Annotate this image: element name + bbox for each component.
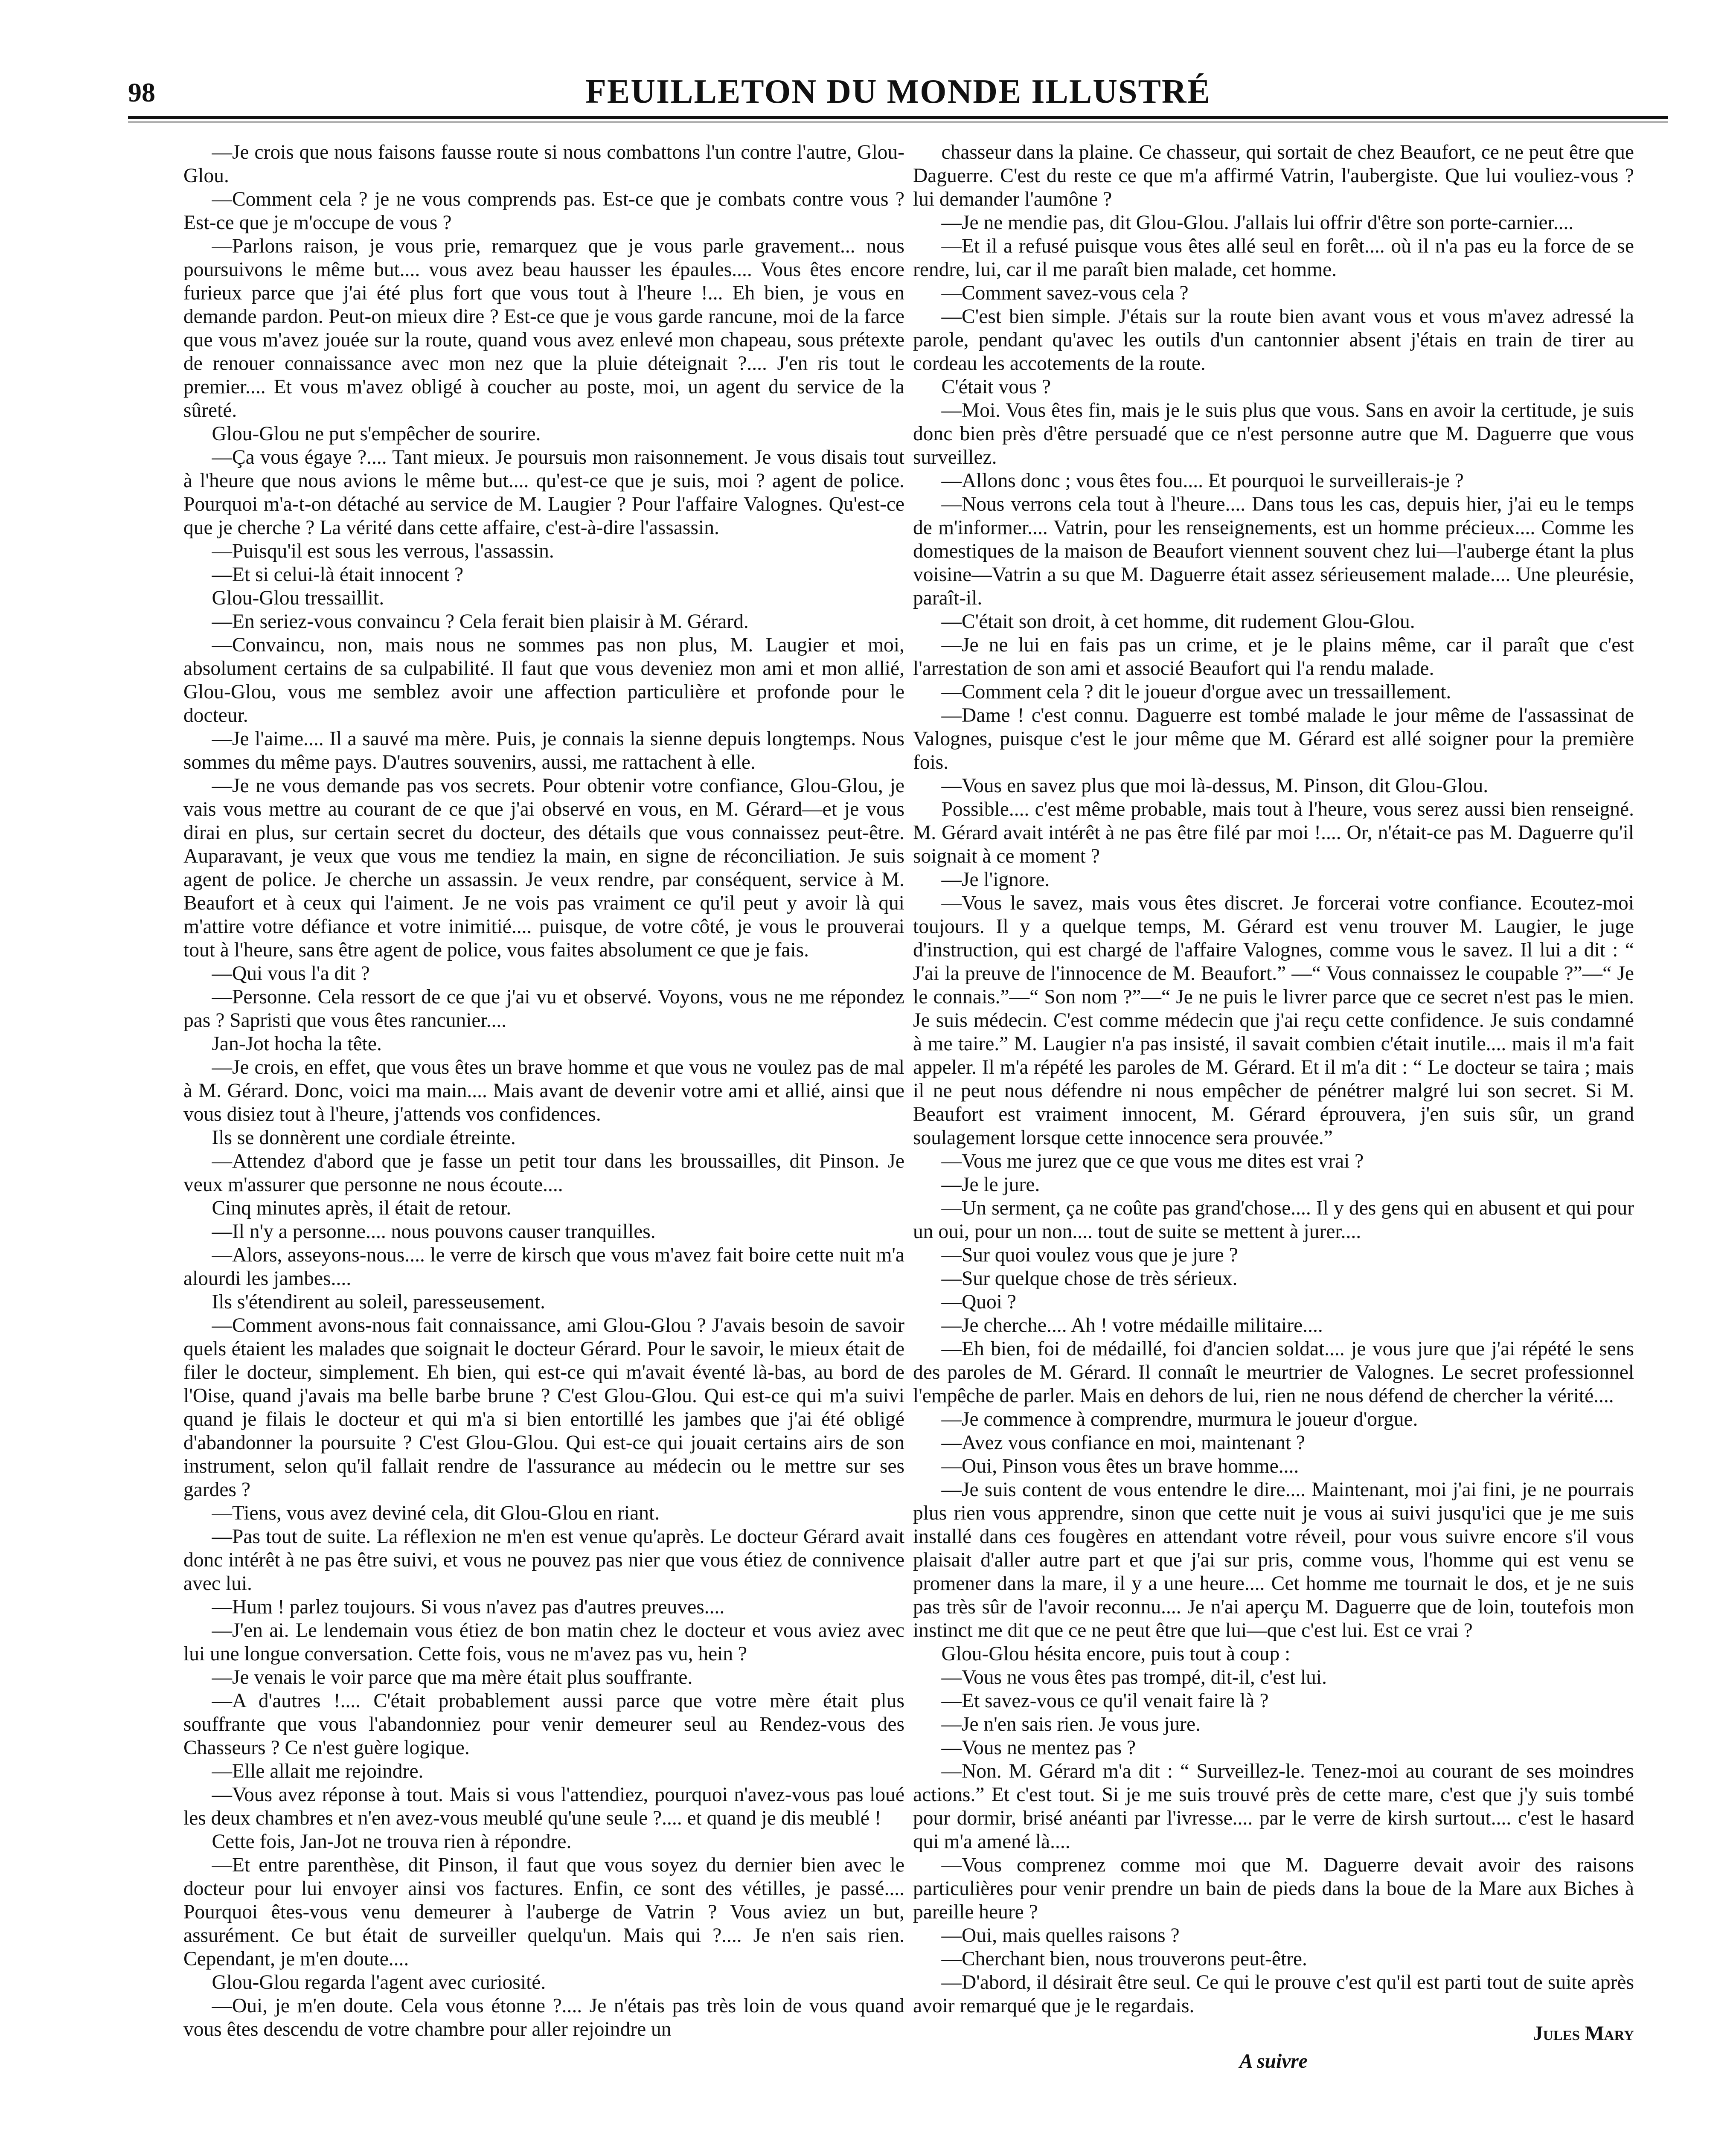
paragraph: —Vous comprenez comme moi que M. Daguerre devait avoir des raisons particulières pour venir prendre un bain de pieds dans la boue de la Mare aux Biches à pareille heure ? xyxy=(913,1854,1634,1923)
paragraph: Cinq minutes après, il était de retour. xyxy=(212,1197,512,1219)
paragraph: Glou-Glou ne put s'empêcher de sourire. xyxy=(212,423,541,445)
paragraph: —J'en ai. Le lendemain vous étiez de bon matin chez le docteur et vous aviez avec lui une longue conversation. Cette fois, vous ne m'avez pas vu, hein ? xyxy=(183,1619,904,1665)
paragraph: —Comment savez-vous cela ? xyxy=(941,282,1189,304)
paragraph: —Avez vous confiance en moi, maintenant ? xyxy=(941,1432,1305,1454)
header-rule-thick xyxy=(128,116,1668,119)
paragraph: —Je ne vous demande pas vos secrets. Pour obtenir votre confiance, Glou-Glou, je vais vous mettre au courant de ce que j'ai observé en vous, en M. Gérard—et je vous dirai en plus, sur certain secret du docteur, des détails que vous connaissez peut-être. Auparavant, je veux que vous me tendiez la main, en signe de réconciliation. Je suis agent de police. Je cherche un assassin. Je veux rendre, par conséquent, service à M. Beaufort et à ceux qui l'aiment. Je ne vois pas vraiment ce qu'il peut y avoir là qui m'attire votre défiance et votre inimitié.... puisque, de votre côté, je vous le prouverai tout à l'heure, sans être agent de police, vous faites absolument ce que je fais. xyxy=(183,775,904,961)
paragraph: —Je ne lui en fais pas un crime, et je le plains même, car il paraît que c'est l'arrestation de son ami et associé Beaufort qui l'a rendu malade. xyxy=(913,634,1634,680)
paragraph: —Vous me jurez que ce que vous me dites est vrai ? xyxy=(941,1150,1364,1172)
paragraph: —Je commence à comprendre, murmura le joueur d'orgue. xyxy=(941,1408,1418,1430)
paragraph: —Nous verrons cela tout à l'heure.... Dans tous les cas, depuis hier, j'ai eu le temps de m'informer.... Vatrin, pour les renseignements, est un homme précieux.... Comme les domestiques de la maison de Beaufort viennent souvent chez lui—l'auberge étant la plus voisine—Vatrin a su que M. Daguerre était assez sérieusement malade.... Une pleurésie, paraît-il. xyxy=(913,493,1634,609)
paragraph: —Je l'ignore. xyxy=(941,869,1050,891)
page-header xyxy=(128,64,1668,124)
paragraph: —Hum ! parlez toujours. Si vous n'avez pas d'autres preuves.... xyxy=(212,1596,725,1618)
paragraph: —Oui, je m'en doute. Cela vous étonne ?.... Je n'étais pas très loin de vous quand vous êtes descendu de votre chambre pour aller rejoindre un xyxy=(183,1995,904,2040)
paragraph: —Je venais le voir parce que ma mère était plus souffrante. xyxy=(212,1666,693,1688)
paragraph: —Personne. Cela ressort de ce que j'ai vu et observé. Voyons, vous ne me répondez pas ? Sapristi que vous êtes rancunier.... xyxy=(183,986,904,1032)
paragraph: —Oui, Pinson vous êtes un brave homme.... xyxy=(941,1455,1299,1477)
paragraph: —Je l'aime.... Il a sauvé ma mère. Puis, je connais la sienne depuis longtemps. Nous sommes du même pays. D'autres souvenirs, aussi, me rattachent à elle. xyxy=(183,728,904,773)
page-number: 98 xyxy=(128,77,155,108)
paragraph: —En seriez-vous convaincu ? Cela ferait bien plaisir à M. Gérard. xyxy=(212,610,749,633)
paragraph: —Elle allait me rejoindre. xyxy=(212,1760,424,1782)
paragraph: —Non. M. Gérard m'a dit : “ Surveillez-le. Tenez-moi au courant de ses moindres actions.” Et c'est tout. Si je me suis trouvé près de cette mare, c'est que j'y suis tombé pour dormir, brisé anéanti par l'ivresse.... par le verre de kirsh surtout.... c'est le hasard qui m'a amené là.... xyxy=(913,1760,1634,1853)
paragraph: Ils se donnèrent une cordiale étreinte. xyxy=(212,1127,516,1149)
paragraph: —Et si celui-là était innocent ? xyxy=(212,564,464,586)
paragraph: —Parlons raison, je vous prie, remarquez que je vous parle gravement... nous poursuivons le même but.... vous avez beau hausser les épaules.... Vous êtes encore furieux parce que j'ai été plus fort que vous tout à l'heure !... Eh bien, je vous en demande pardon. Peut-on mieux dire ? Est-ce que je vous garde rancune, moi de la farce que vous m'avez jouée sur la route, quand vous avez enlevé mon chapeau, sous prétexte de renouer connaissance avec mon nez que la pluie déteignait ?.... J'en ris tout le premier.... Et vous m'avez obligé à coucher au poste, moi, un agent du service de la sûreté. xyxy=(183,235,904,421)
paragraph: —Moi. Vous êtes fin, mais je le suis plus que vous. Sans en avoir la certitude, je suis donc bien près d'être persuadé que ce n'est personne autre que M. Daguerre que vous surveillez. xyxy=(913,399,1634,468)
paragraph: —C'était son droit, à cet homme, dit rudement Glou-Glou. xyxy=(941,610,1415,633)
paragraph: —Je suis content de vous entendre le dire.... Maintenant, moi j'ai fini, je ne pourrais plus rien vous apprendre, sinon que cette nuit je vous ai suivi jusqu'ici que je me suis installé dans ces fougères en attendant votre réveil, pour vous suivre encore s'il vous plaisait d'aller autre part et que j'ai sur pris, comme vous, l'homme qui est venu se promener dans la mare, il y a une heure.... Cet homme me tournait le dos, et je ne suis pas très sûr de l'avoir reconnu.... Je n'ai aperçu M. Daguerre que de loin, toutefois mon instinct me dit que ce ne peut être que lui—que c'est lui. Est ce vrai ? xyxy=(913,1479,1634,1642)
paragraph: —Comment cela ? je ne vous comprends pas. Est-ce que je combats contre vous ? Est-ce que je m'occupe de vous ? xyxy=(183,188,904,234)
paragraph: —Quoi ? xyxy=(941,1291,1016,1313)
paragraph: —Et entre parenthèse, dit Pinson, il faut que vous soyez du dernier bien avec le docteur pour lui envoyer ainsi vos factures. Enfin, ce sont des vétilles, je passé.... Pourquoi êtes-vous venu demeurer à l'auberge de Vatrin ? Vous aviez un but, assurément. Ce but était de surveiller quelqu'un. Mais qui ?.... Je n'en sais rien. Cependant, je m'en doute.... xyxy=(183,1854,904,1970)
paragraph: —Comment cela ? dit le joueur d'orgue avec un tressaillement. xyxy=(941,681,1451,703)
paragraph: —Comment avons-nous fait connaissance, ami Glou-Glou ? J'avais besoin de savoir quels étaient les malades que soignait le docteur Gérard. Pour le savoir, le mieux était de filer le docteur, simplement. Eh bien, qui est-ce qui m'avait éventé là-bas, au bord de l'Oise, quand j'avais ma belle barbe brune ? C'est Glou-Glou. Qui est-ce qui m'a suivi quand je filais le docteur et qui m'a si bien entortillé les jambes que j'ai été obligé d'abandonner la poursuite ? C'est Glou-Glou. Qui est-ce qui jouait certains airs de son instrument, selon qu'il fallait rendre de l'assurance au médecin ou le mettre sur ses gardes ? xyxy=(183,1314,904,1501)
paragraph: —Convaincu, non, mais nous ne sommes pas non plus, M. Laugier et moi, absolument certains de sa culpabilité. Il faut que vous deveniez mon ami et mon allié, Glou-Glou, vous me semblez avoir une affection particulière et profonde pour le docteur. xyxy=(183,634,904,726)
paragraph: Glou-Glou tressaillit. xyxy=(212,587,384,609)
continuation-note: A suivre xyxy=(1239,2050,1308,2072)
paragraph: —Il n'y a personne.... nous pouvons causer tranquilles. xyxy=(212,1221,656,1243)
paragraph: Cette fois, Jan-Jot ne trouva rien à répondre. xyxy=(212,1831,572,1853)
paragraph: —Dame ! c'est connu. Daguerre est tombé malade le jour même de l'assassinat de Valognes, puisque c'est le jour même que M. Gérard est allé soigner pour la première fois. xyxy=(913,704,1634,773)
paragraph: —C'est bien simple. J'étais sur la route bien avant vous et vous m'avez adressé la parole, pendant qu'avec les outils d'un cantonnier absent j'étais en train de tirer au cordeau les accotements de la route. xyxy=(913,305,1634,375)
paragraph: —Vous en savez plus que moi là-dessus, M. Pinson, dit Glou-Glou. xyxy=(941,775,1489,797)
paragraph: C'était vous ? xyxy=(941,376,1051,398)
author-signature: Jules Mary xyxy=(1533,2023,1634,2045)
paragraph: —Cherchant bien, nous trouverons peut-être. xyxy=(941,1948,1307,1970)
paragraph: —Pas tout de suite. La réflexion ne m'en est venue qu'après. Le docteur Gérard avait donc intérêt à ne pas être suivi, et vous ne pouvez pas nier que vous étiez de connivence avec lui. xyxy=(183,1526,904,1595)
paragraph: —Vous avez réponse à tout. Mais si vous l'attendiez, pourquoi n'avez-vous pas loué les deux chambres et n'en avez-vous meublé qu'une seule ?.... et quand je dis meublé ! xyxy=(183,1784,904,1829)
paragraph: —Qui vous l'a dit ? xyxy=(212,962,370,985)
paragraph: Possible.... c'est même probable, mais tout à l'heure, vous serez aussi bien renseigné. M. Gérard avait intérêt à ne pas être filé par moi !.... Or, n'était-ce pas M. Daguerre qu'il soignait à ce moment ? xyxy=(913,798,1634,867)
paragraph: —Je crois que nous faisons fausse route si nous combattons l'un contre l'autre, Glou-Glou. xyxy=(183,141,904,187)
left-column xyxy=(183,141,904,2133)
paragraph: —A d'autres !.... C'était probablement aussi parce que votre mère était plus souffrante que vous l'abandonniez pour venir demeurer seul au Rendez-vous des Chasseurs ? Ce n'est guère logique. xyxy=(183,1690,904,1759)
paragraph: —Je ne mendie pas, dit Glou-Glou. J'allais lui offrir d'être son porte-carnier.... xyxy=(941,212,1574,234)
paragraph: —Allons donc ; vous êtes fou.... Et pourquoi le surveillerais-je ? xyxy=(941,470,1464,492)
paragraph: chasseur dans la plaine. Ce chasseur, qui sortait de chez Beaufort, ce ne peut être que Daguerre. C'est du reste ce que m'a affirmé Vatrin, l'aubergiste. Que lui vouliez-vous ? lui demander l'aumône ? xyxy=(913,141,1634,210)
paragraph: —Je n'en sais rien. Je vous jure. xyxy=(941,1713,1201,1735)
paragraph: —Vous le savez, mais vous êtes discret. Je forcerai votre confiance. Ecoutez-moi toujours. Il y a quelque temps, M. Gérard est venu trouver M. Laugier, le juge d'instruction, qui est chargé de l'affaire Valognes, comme vous le savez. Il lui a dit : “ J'ai la preuve de l'innocence de M. Beaufort.” —“ Vous connaissez le coupable ?”—“ Je le connais.”—“ Son nom ?”—“ Je ne puis le livrer parce que ce secret n'est pas le mien. Je suis médecin. C'est comme médecin que j'ai reçu cette confidence. Je suis condamné à me taire.” M. Laugier n'a pas insisté, il savait combien c'était inutile.... mais il m'a fait appeler. Il m'a répété les paroles de M. Gérard. Et il m'a dit : “ Le docteur se taira ; mais il ne peut nous défendre ni nous empêcher de pénétrer malgré lui son secret. Si M. Beaufort est vraiment innocent, M. Gérard éprouvera, j'en suis sûr, un grand soulagement lorsque cette innocence sera prouvée.” xyxy=(913,892,1634,1149)
paragraph: —D'abord, il désirait être seul. Ce qui le prouve c'est qu'il est parti tout de suite après avoir remarqué que je le regardais. xyxy=(913,1971,1634,2017)
paragraph: —Sur quelque chose de très sérieux. xyxy=(941,1267,1238,1290)
paragraph: —Attendez d'abord que je fasse un petit tour dans les broussailles, dit Pinson. Je veux m'assurer que personne ne nous écoute.... xyxy=(183,1150,904,1196)
paragraph: Glou-Glou hésita encore, puis tout à coup : xyxy=(941,1643,1291,1665)
paragraph: —Et il a refusé puisque vous êtes allé seul en forêt.... où il n'a pas eu la force de se rendre, lui, car il me paraît bien malade, cet homme. xyxy=(913,235,1634,281)
journal-title: FEUILLETON DU MONDE ILLUSTRÉ xyxy=(585,73,1211,110)
paragraph: —Sur quoi voulez vous que je jure ? xyxy=(941,1244,1238,1266)
paragraph: —Et savez-vous ce qu'il venait faire là ? xyxy=(941,1690,1269,1712)
paragraph: —Je cherche.... Ah ! votre médaille militaire.... xyxy=(941,1314,1323,1337)
paragraph: —Alors, asseyons-nous.... le verre de kirsch que vous m'avez fait boire cette nuit m'a alourdi les jambes.... xyxy=(183,1244,904,1290)
paragraph: —Vous ne mentez pas ? xyxy=(941,1737,1136,1759)
paragraph: —Vous ne vous êtes pas trompé, dit-il, c'est lui. xyxy=(941,1666,1327,1688)
paragraph: —Tiens, vous avez deviné cela, dit Glou-Glou en riant. xyxy=(212,1502,660,1524)
paragraph: —Je crois, en effet, que vous êtes un brave homme et que vous ne voulez pas de mal à M. Gérard. Donc, voici ma main.... Mais avant de devenir votre ami et allié, ainsi que vous disiez tout à l'heure, j'attends vos confidences. xyxy=(183,1056,904,1125)
paragraph: —Un serment, ça ne coûte pas grand'chose.... Il y des gens qui en abusent et qui pour un oui, pour un non.... tout de suite se mettent à jurer.... xyxy=(913,1197,1634,1243)
paragraph: —Ça vous égaye ?.... Tant mieux. Je poursuis mon raisonnement. Je vous disais tout à l'heure que nous avions le même but.... qu'est-ce que je suis, moi ? agent de police. Pourquoi m'a-t-on détaché au service de M. Laugier ? Pour l'affaire Valognes. Qu'est-ce que je cherche ? La vérité dans cette affaire, c'est-à-dire l'assassin. xyxy=(183,446,904,539)
paragraph: —Eh bien, foi de médaillé, foi d'ancien soldat.... je vous jure que j'ai répété le sens des paroles de M. Gérard. Il connaît le meurtrier de Valognes. Le secret professionnel l'empêche de parler. Mais en dehors de lui, rien ne nous défend de chercher la vérité.... xyxy=(913,1338,1634,1407)
paragraph: —Oui, mais quelles raisons ? xyxy=(941,1924,1180,1947)
paragraph: Glou-Glou regarda l'agent avec curiosité. xyxy=(212,1971,546,1994)
paragraph: —Puisqu'il est sous les verrous, l'assassin. xyxy=(212,540,554,562)
paragraph: —Je le jure. xyxy=(941,1174,1040,1196)
right-column xyxy=(913,141,1634,2133)
paragraph: Ils s'étendirent au soleil, paresseusement. xyxy=(212,1291,546,1313)
paragraph: Jan-Jot hocha la tête. xyxy=(212,1033,382,1055)
